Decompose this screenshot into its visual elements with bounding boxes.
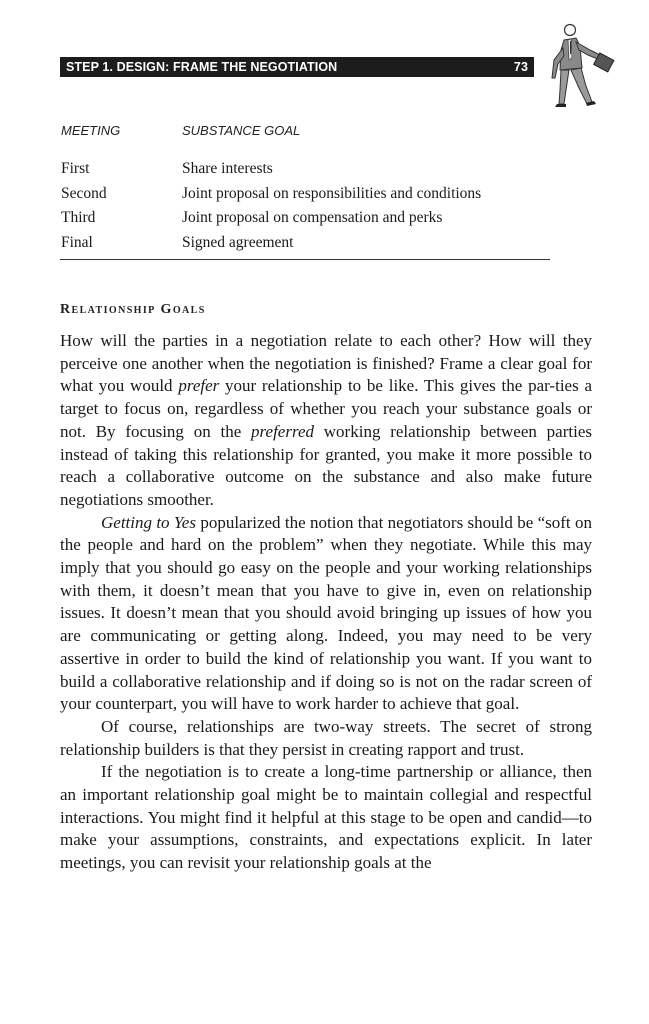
section-heading: Relationship Goals [60,302,206,317]
table-bottom-rule [60,259,550,260]
page-number: 73 [513,60,528,74]
emphasis-prefer: prefer [178,376,220,396]
table-cell-goal: Share interests [182,160,273,177]
table-body [60,160,550,258]
table-cell-meeting: Third [61,209,96,226]
table-cell-meeting: First [61,160,90,177]
meeting-goals-table [60,120,550,251]
body-text [60,330,592,875]
table-row [60,185,550,210]
emphasis-preferred: preferred [251,421,314,441]
table-cell-goal: Joint proposal on compensation and perks [182,209,443,226]
table-row [60,160,550,185]
table-cell-meeting: Final [61,233,93,251]
paragraph: How will the parties in a negotiation relate to each other? How will they perceive one another when the negotiation is finished? Frame a clear goal for what you would prefer your relationship to be like. This gives the par-ties a target to focus on, regardless of whether you reach your substance goals or not. By focusing on the preferred working relationship between parties instead of taking this relationship for granted, you make it more possible to reach a collaborative outcome on the substance and also make future negotiations smoother. [60,331,593,509]
paragraph: Of course, relationships are two-way streets. The secret of strong relationship builders is that they persist in creating rapport and trust. [60,716,592,759]
paragraph: If the negotiation is to create a long-time partnership or alliance, then an important relationship goal might be to maintain collegial and respectful interactions. You might find it helpful at this stage to be open and candid—to make your assumptions, constraints, and expectations explicit. In later meetings, you can revisit your relationship goals at the [60,762,592,873]
paragraph: Getting to Yes popularized the notion that negotiators should be “soft on the people and hard on the problem” when they negotiate. While this may imply that you should go easy on the people and your working relationships with them, it doesn’t mean that you have to give in, even on relationship issues. It doesn’t mean that you should avoid bringing up issues of how you are communicating or getting along. Indeed, you may need to be very assertive in order to build the kind of relationship you want. If you want to build a collaborative relationship and if doing so is not on the radar screen of your counterpart, you will have to work harder to achieve that goal. [60,512,592,714]
table-header-meeting: MEETING [61,123,121,138]
table-row [60,234,550,259]
running-header-title: STEP 1. DESIGN: FRAME THE NEGOTIATION [66,60,338,74]
table-header-substance-goal: SUBSTANCE GOAL [182,123,301,138]
book-title: Getting to Yes [101,512,196,532]
table-row [60,209,550,234]
table-cell-meeting: Second [61,184,107,202]
table-cell-goal: Signed agreement [182,233,294,251]
running-header [60,57,534,77]
table-cell-goal: Joint proposal on responsibilities and conditions [182,184,482,202]
businessman-with-briefcase-icon [546,20,620,110]
table-header-row [60,120,550,144]
